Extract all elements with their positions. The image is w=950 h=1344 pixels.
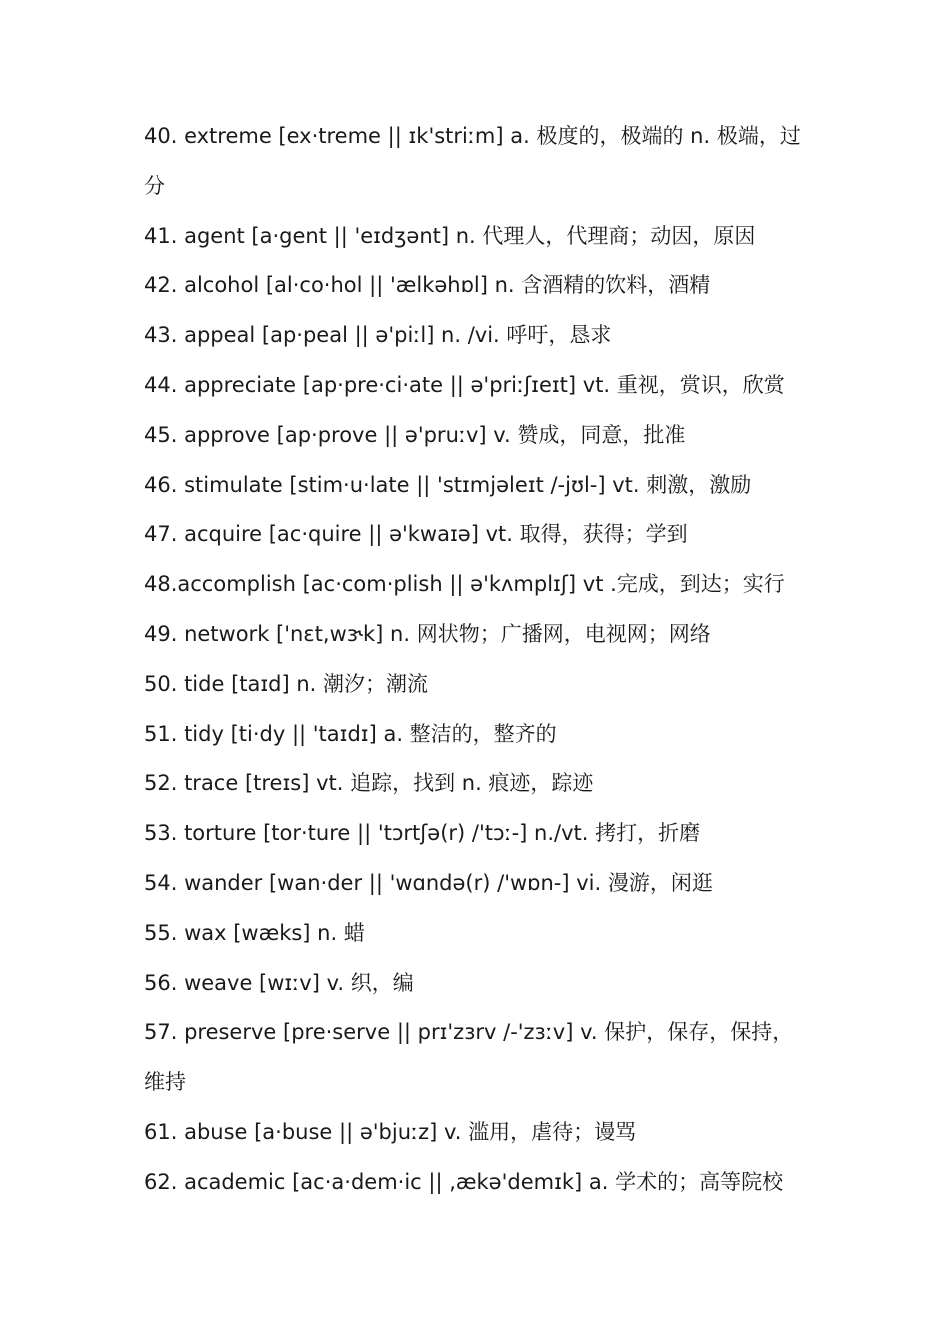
entry-text: 51. tidy [ti·dy || 'taɪdɪ] a. 整洁的，整齐的 xyxy=(144,721,557,746)
vocab-entry xyxy=(144,610,814,660)
entry-text: 41. agent [a·gent || 'eɪdʒənt] n. 代理人，代理商；动因，原因 xyxy=(144,223,756,248)
vocab-entry xyxy=(144,809,814,859)
vocab-entry xyxy=(144,261,814,311)
entry-text: 55. wax [wæks] n. 蜡 xyxy=(144,920,365,945)
vocab-entry xyxy=(144,710,814,760)
entry-text: 54. wander [wan·der || 'wɑndə(r) /'wɒn-] vi. 漫游，闲逛 xyxy=(144,870,713,895)
entry-text: 44. appreciate [ap·pre·ci·ate || ə'priːʃɪeɪt] vt. 重视，赏识，欣赏 xyxy=(144,372,785,397)
entry-text: 46. stimulate [stim·u·late || 'stɪmjəleɪt /-jʊl-] vt. 刺激，激励 xyxy=(144,472,752,497)
vocab-entry xyxy=(144,212,814,262)
vocab-entry xyxy=(144,959,814,1009)
entry-text: 48.accomplish [ac·com·plish || ə'kʌmplɪʃ] vt .完成，到达；实行 xyxy=(144,572,785,597)
vocabulary-list xyxy=(144,112,814,1208)
entry-text: 57. preserve [pre·serve || prɪ'zɜrv /-'zɜːv] v. 保护，保存，保持， xyxy=(144,1020,794,1045)
entry-text: 62. academic [ac·a·dem·ic || ,ækə'demɪk] a. 学术的；高等院校 xyxy=(144,1169,784,1194)
entry-text: 56. weave [wɪːv] v. 织，编 xyxy=(144,970,414,995)
vocab-entry xyxy=(144,660,814,710)
entry-continuation: 维持 xyxy=(144,1070,186,1095)
vocab-entry xyxy=(144,859,814,909)
entry-text: 52. trace [treɪs] vt. 追踪，找到 n. 痕迹，踪迹 xyxy=(144,771,594,796)
entry-text: 43. appeal [ap·peal || ə'piːl] n. /vi. 呼吁，恳求 xyxy=(144,323,612,348)
entry-text: 45. approve [ap·prove || ə'pruːv] v. 赞成，同意，批准 xyxy=(144,422,686,447)
entry-text: 61. abuse [a·buse || ə'bjuːz] v. 滥用，虐待；谩骂 xyxy=(144,1119,637,1144)
vocab-entry xyxy=(144,1008,814,1108)
vocab-entry xyxy=(144,461,814,511)
vocab-entry xyxy=(144,759,814,809)
entry-continuation: 分 xyxy=(144,173,165,198)
entry-text: 40. extreme [ex·treme || ɪk'striːm] a. 极度的，极端的 n. 极端，过 xyxy=(144,124,801,148)
vocab-entry xyxy=(144,560,814,610)
vocab-entry xyxy=(144,112,814,212)
entry-text: 50. tide [taɪd] n. 潮汐；潮流 xyxy=(144,671,429,696)
entry-text: 53. torture [tor·ture || 'tɔrtʃə(r) /'tɔː-] n./vt. 拷打，折磨 xyxy=(144,821,701,846)
entry-text: 47. acquire [ac·quire || ə'kwaɪə] vt. 取得，获得；学到 xyxy=(144,522,688,547)
vocab-entry xyxy=(144,361,814,411)
entry-text: 42. alcohol [al·co·hol || 'ælkəhɒl] n. 含酒精的饮料，酒精 xyxy=(144,273,711,298)
vocab-entry xyxy=(144,909,814,959)
vocab-entry xyxy=(144,1158,814,1208)
vocab-entry xyxy=(144,1108,814,1158)
vocab-entry xyxy=(144,510,814,560)
vocab-entry xyxy=(144,411,814,461)
vocab-entry xyxy=(144,311,814,361)
entry-text: 49. network ['nɛt,wɝk] n. 网状物；广播网，电视网；网络 xyxy=(144,621,711,646)
